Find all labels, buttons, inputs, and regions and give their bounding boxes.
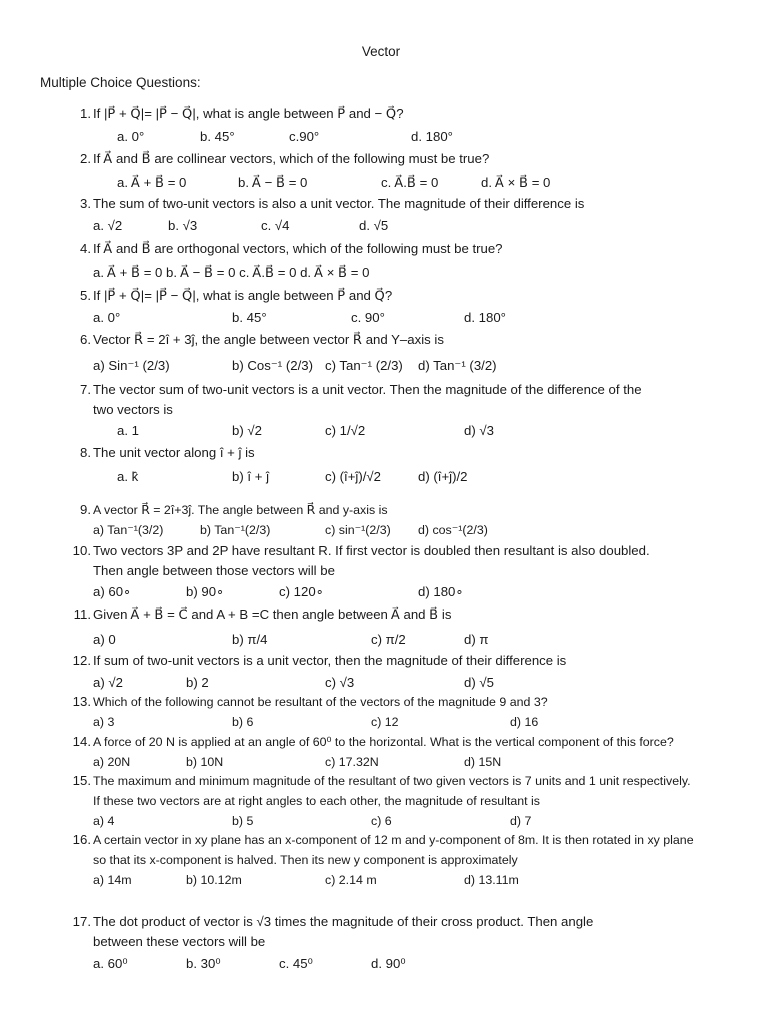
options [69,356,768,376]
option-c: c) 2.14 m [325,873,377,887]
question-number: 4. [80,241,91,256]
question-9 [69,500,729,537]
option-d: d) Tan⁻¹ (3/2) [418,358,497,373]
option-b: b) 90∘ [186,584,225,599]
option-a: a. √2 [93,218,123,233]
question-text: A force of 20 N is applied at an angle of 60⁰ to the horizontal. What is the vertical component of this force? [93,735,674,749]
question-number: 11. [73,607,91,622]
option-d: d. A⃗ × B⃗ = 0 [481,175,551,190]
question-4 [69,239,729,280]
options [69,673,768,693]
option-b: b) 2 [186,675,209,690]
option-a: a) 3 [93,715,115,729]
question-number: 5. [80,288,91,303]
option-a: a) 20N [93,755,131,769]
section-heading: Multiple Choice Questions: [40,75,201,90]
option-c: c) √3 [325,675,355,690]
options [69,173,768,193]
question-number: 17. [72,914,91,929]
question-11 [69,605,729,647]
option-c: c) Tan⁻¹ (2/3) [325,358,403,373]
option-a: a) 4 [93,814,115,828]
options [69,467,768,487]
options [69,870,768,890]
question-number: 12. [72,653,91,668]
option-b: b) π/4 [232,632,268,647]
option-c: c. 45⁰ [279,956,313,971]
option-d: d) π [464,632,489,647]
options [69,752,768,772]
option-c: c) 17.32N [325,755,379,769]
options [69,712,768,732]
question-number: 14. [72,734,91,749]
option-a: a) √2 [93,675,123,690]
option-c: c) 12 [371,715,399,729]
option-d: d. 180° [411,129,453,144]
option-b: b. 45° [200,129,235,144]
question-text: The unit vector along î + ĵ is [93,445,255,460]
option-d: d. 90⁰ [371,956,406,971]
options [69,263,768,283]
question-13 [69,692,729,729]
question-text: The dot product of vector is √3 times the magnitude of their cross product. Then angle [93,914,594,929]
question-number: 15. [72,773,91,788]
options [69,582,768,602]
option-c: c) sin⁻¹(2/3) [325,523,391,537]
question-text: Which of the following cannot be resultant of the vectors of the magnitude 9 and 3? [93,695,548,709]
question-text: Two vectors 3P and 2P have resultant R. If first vector is doubled then resultant is also doubled. [93,543,650,558]
option-d: d) 180∘ [418,584,464,599]
question-text: A vector R⃗ = 2î+3ĵ. The angle between R⃗ and y-axis is [93,503,388,517]
question-6 [69,330,729,373]
question-12 [69,651,729,690]
option-a: a) 60∘ [93,584,132,599]
option-c: c) 6 [371,814,392,828]
question-text: The sum of two-unit vectors is also a unit vector. The magnitude of their difference is [93,196,585,211]
option-row: a. A⃗ + B⃗ = 0 b. A⃗ − B⃗ = 0 c. A⃗.B⃗ = 0 d. A⃗ × B⃗ = 0 [93,265,370,280]
options [69,954,768,974]
option-d: d) (î+ĵ)/2 [418,469,468,484]
question-number: 16. [72,832,91,847]
option-b: b) 10.12m [186,873,242,887]
options [69,127,768,147]
option-b: b. √3 [168,218,198,233]
option-a: a. k̂ [117,469,139,484]
question-7 [69,380,729,438]
question-number: 2. [80,151,91,166]
question-8 [69,443,729,484]
question-2 [69,149,729,190]
option-b: b) 6 [232,715,254,729]
option-c: c. 90° [351,310,385,325]
option-d: d. 180° [464,310,506,325]
question-text: If A⃗ and B⃗ are orthogonal vectors, which of the following must be true? [93,241,503,256]
options [69,216,768,236]
question-number: 10. [72,543,91,558]
question-text: The vector sum of two-unit vectors is a unit vector. Then the magnitude of the difference of the [93,382,642,397]
question-number: 7. [80,382,91,397]
question-text: If sum of two-unit vectors is a unit vector, then the magnitude of their difference is [93,653,567,668]
option-a: a. 0° [117,129,145,144]
options [69,630,768,650]
question-1 [69,104,729,144]
question-text: If |P⃗ + Q⃗|= |P⃗ − Q⃗|, what is angle between P⃗ and − Q⃗? [93,106,404,121]
option-d: d) 15N [464,755,502,769]
option-c: c) π/2 [371,632,406,647]
option-d: d) √5 [464,675,494,690]
option-d: d) cos⁻¹(2/3) [418,523,488,537]
page-title: Vector [361,44,401,59]
option-a: a) 14m [93,873,132,887]
question-text-continued: two vectors is [93,402,173,417]
option-c: c) 1/√2 [325,423,366,438]
question-10 [69,541,729,599]
option-a: a. 1 [117,423,139,438]
question-number: 9. [80,502,91,517]
option-b: b. A⃗ − B⃗ = 0 [238,175,308,190]
question-15 [69,771,729,828]
option-a: a) 0 [93,632,116,647]
question-text: The maximum and minimum magnitude of the resultant of two given vectors is 7 units and 1 unit respectively. [93,774,691,788]
question-number: 3. [80,196,91,211]
question-text: If |P⃗ + Q⃗|= |P⃗ − Q⃗|, what is angle between P⃗ and Q⃗? [93,288,393,303]
options [69,520,768,540]
option-b: b. 30⁰ [186,956,221,971]
question-number: 6. [80,332,91,347]
option-b: b) Tan⁻¹(2/3) [200,523,271,537]
option-c: c.90° [289,129,320,144]
question-text: A certain vector in xy plane has an x-component of 12 m and y-component of 8m. It is then rotated in xy plane [93,833,694,847]
option-d: d) 13.11m [464,873,519,887]
option-b: b. 45° [232,310,267,325]
option-b: b) √2 [232,423,262,438]
option-c: c) (î+ĵ)/√2 [325,469,381,484]
option-c: c. A⃗.B⃗ = 0 [381,175,439,190]
option-a: a. A⃗ + B⃗ = 0 [117,175,187,190]
question-number: 13. [72,694,91,709]
question-17 [69,912,729,971]
question-14 [69,732,729,769]
question-text-continued: so that its x-component is halved. Then its new y component is approximately [93,853,518,867]
question-5 [69,286,729,325]
question-text-continued: If these two vectors are at right angles to each other, the magnitude of resultant is [93,794,541,808]
option-d: d) 16 [510,715,539,729]
options [69,308,768,328]
option-d: d) 7 [510,814,532,828]
question-text: If A⃗ and B⃗ are collinear vectors, which of the following must be true? [93,151,490,166]
option-c: c) 120∘ [279,584,324,599]
option-b: b) 10N [186,755,224,769]
question-text: Given A⃗ + B⃗ = C⃗ and A + B =C then angle between A⃗ and B⃗ is [93,607,452,622]
option-d: d) √3 [464,423,494,438]
question-3 [69,194,729,233]
option-a: a. 0° [93,310,121,325]
options [69,421,768,441]
option-a: a. 60⁰ [93,956,128,971]
options [69,811,768,831]
question-16 [69,830,729,887]
question-text: Vector R⃗ = 2î + 3ĵ, the angle between vector R⃗ and Y–axis is [93,332,444,347]
option-a: a) Tan⁻¹(3/2) [93,523,164,537]
question-number: 1. [80,106,91,121]
question-text-continued: Then angle between those vectors will be [93,563,335,578]
question-number: 8. [80,445,91,460]
question-text-continued: between these vectors will be [93,934,266,949]
option-b: b) î + ĵ [232,469,270,484]
option-b: b) Cos⁻¹ (2/3) [232,358,313,373]
option-c: c. √4 [261,218,290,233]
option-a: a) Sin⁻¹ (2/3) [93,358,170,373]
option-d: d. √5 [359,218,389,233]
option-b: b) 5 [232,814,254,828]
